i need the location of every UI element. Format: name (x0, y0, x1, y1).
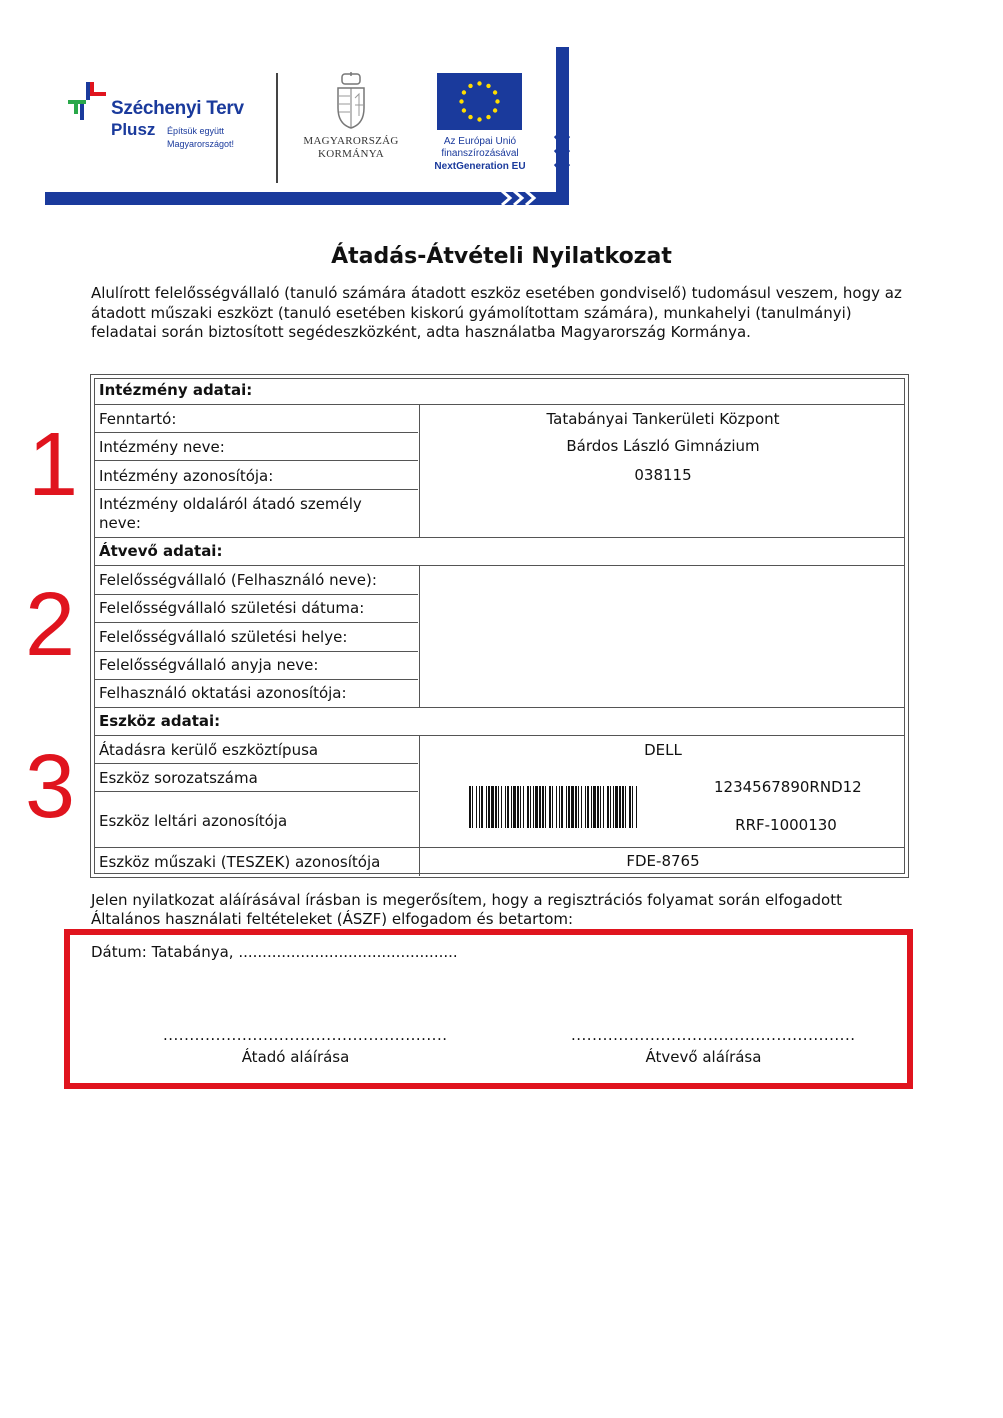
barcode-bar (552, 786, 553, 828)
barcode-bar (619, 786, 621, 828)
barcode-bar (507, 786, 509, 828)
government-logo-line1: MAGYARORSZÁG (303, 135, 399, 147)
intro-paragraph: Alulírott felelősségvállaló (tanuló számára átadott eszköz esetében gondviselő) tudomásul veszem, hogy az átadott műszaki eszközt (tanuló esetében kiskorú gyámolítottam számára), munkahelyi (tanulmányi) feladatai során biztosított segédeszközként, adta használatba Magyarország Kormánya. (91, 284, 902, 341)
table-rule (94, 622, 418, 623)
value-sorozatszam: 1234567890RND12 (714, 778, 862, 796)
szechenyi-logo-name-line2: Plusz (111, 120, 156, 139)
government-logo-line2: KORMÁNYA (318, 148, 384, 160)
barcode-bar (501, 786, 502, 828)
table-rule (94, 460, 418, 461)
value-intezmeny-azonosito: 038115 (634, 466, 692, 484)
barcode-bar (585, 786, 586, 828)
value-teszek-azonosito: FDE-8765 (626, 852, 700, 870)
table-rule (94, 791, 418, 792)
barcode-bar (625, 786, 626, 828)
label-oktatasi-azonosito: Felhasználó oktatási azonosítója: (99, 684, 347, 702)
signature-line-right: ...................................................... (571, 1026, 856, 1044)
barcode-bar (539, 786, 541, 828)
eu-star-icon (486, 84, 490, 88)
table-rule (94, 594, 418, 595)
column-divider (419, 404, 420, 537)
signature-label-handover: Átadó aláírása (241, 1048, 350, 1066)
table-rule (94, 735, 905, 736)
barcode-bar (517, 786, 519, 828)
label-intezmeny-azonosito: Intézmény azonosítója: (99, 467, 274, 485)
barcode-bar (488, 786, 490, 828)
value-leltari-azonosito: RRF-1000130 (735, 816, 837, 834)
signature-label-receiver: Átvevő aláírása (645, 1048, 762, 1066)
eu-star-icon (468, 115, 472, 119)
barcode-bar (600, 786, 601, 828)
eu-star-icon (493, 108, 497, 112)
eu-star-icon (462, 108, 466, 112)
barcode-bar (632, 786, 633, 828)
barcode-bar (481, 786, 483, 828)
barcode-bar (559, 786, 560, 828)
szechenyi-slogan-line1: Építsük együtt (167, 126, 225, 136)
eu-star-icon (459, 99, 463, 103)
barcode-bar (549, 786, 551, 828)
barcode-bar (533, 786, 534, 828)
logo-divider (276, 73, 278, 183)
barcode-bar (615, 786, 618, 828)
barcode-bar (513, 786, 516, 828)
label-sorozatszam: Eszköz sorozatszáma (99, 769, 258, 787)
barcode-bar (568, 786, 570, 828)
label-szuletesi-datum: Felelősségvállaló születési dátuma: (99, 599, 365, 617)
barcode-bar (505, 786, 506, 828)
section-heading-device: Eszköz adatai: (99, 712, 221, 730)
header-banner (0, 0, 1003, 215)
label-atado-szemely-line2: neve: (99, 514, 141, 532)
barcode-bar (607, 786, 609, 828)
value-intezmeny-neve: Bárdos László Gimnázium (566, 437, 760, 455)
barcode-bar (498, 786, 499, 828)
barcode-bar (469, 786, 471, 828)
barcode-bar (495, 786, 497, 828)
szechenyi-slogan-line2: Magyarországot! (167, 139, 235, 149)
table-rule (94, 763, 418, 764)
column-divider (419, 565, 420, 707)
eu-logo-line3: NextGeneration EU (434, 161, 526, 172)
table-rule (94, 847, 905, 848)
signature-line-left: ...................................................... (163, 1026, 448, 1044)
table-rule (94, 489, 418, 490)
eu-star-icon (493, 90, 497, 94)
szechenyi-logo-name-line1: Széchenyi Terv (111, 98, 244, 119)
eu-star-icon (477, 81, 481, 85)
barcode-bar (561, 786, 563, 828)
barcode-bar (581, 786, 582, 828)
barcode-bar (578, 786, 579, 828)
annotation-number-3: 3 (25, 737, 76, 837)
barcode-bar (566, 786, 567, 828)
szechenyi-cross-logo-icon (68, 82, 112, 122)
label-szuletesi-hely: Felelősségvállaló születési helye: (99, 628, 348, 646)
header-horizontal-bar (45, 192, 569, 205)
table-rule (94, 404, 905, 405)
barcode-bar (613, 786, 614, 828)
barcode-bar (603, 786, 604, 828)
barcode-bar (545, 786, 546, 828)
barcode-bar (597, 786, 599, 828)
table-rule (94, 651, 418, 652)
column-divider (419, 735, 420, 876)
barcode-bar (520, 786, 521, 828)
barcode-bar (636, 786, 637, 828)
label-anyja-neve: Felelősségvállaló anyja neve: (99, 656, 319, 674)
table-rule (94, 565, 905, 566)
form-table (90, 374, 909, 878)
confirmation-paragraph: Jelen nyilatkozat aláírásával írásban is megerősítem, hogy a regisztrációs folyamat során elfogadott Általános használati feltételeket (ÁSZF) elfogadom és betartom: (91, 891, 842, 928)
barcode-bar (575, 786, 577, 828)
label-intezmeny-neve: Intézmény neve: (99, 438, 225, 456)
table-rule (94, 537, 905, 538)
barcode-bar (472, 786, 473, 828)
value-fenntarto: Tatabányai Tankerületi Központ (546, 410, 780, 428)
eu-star-icon (468, 84, 472, 88)
hungarian-coat-of-arms-icon (334, 72, 368, 130)
eu-star-icon (486, 115, 490, 119)
table-rule (94, 432, 418, 433)
barcode-bar (571, 786, 574, 828)
barcode-bar (610, 786, 611, 828)
barcode-bar (556, 786, 557, 828)
barcode-bar (479, 786, 480, 828)
barcode-bar (523, 786, 524, 828)
annotation-number-2: 2 (25, 575, 76, 675)
eu-star-icon (495, 99, 499, 103)
chevron-right-icon (500, 188, 550, 208)
barcode-bar (511, 786, 512, 828)
annotation-number-1: 1 (28, 415, 79, 515)
barcode-bar (622, 786, 624, 828)
barcode-bar (527, 786, 529, 828)
barcode-bar (476, 786, 477, 828)
barcode-bar (591, 786, 592, 828)
barcode-bar (535, 786, 538, 828)
document-title: Átadás-Átvételi Nyilatkozat (331, 244, 672, 269)
label-felhasznalo-neve: Felelősségvállaló (Felhasználó neve): (99, 571, 377, 589)
eu-star-icon (477, 117, 481, 121)
barcode-bar (530, 786, 531, 828)
eu-flag-icon (437, 73, 522, 130)
label-eszkoztipus: Átadásra kerülő eszköztípusa (99, 741, 319, 759)
section-heading-institution: Intézmény adatai: (99, 381, 253, 399)
section-heading-receiver: Átvevő adatai: (99, 542, 223, 560)
barcode-bar (491, 786, 494, 828)
barcode-bar (587, 786, 589, 828)
table-rule (94, 679, 418, 680)
barcode-bar (486, 786, 487, 828)
date-line: Dátum: Tatabánya, .............................................. (91, 943, 458, 961)
label-atado-szemely-line1: Intézmény oldaláról átadó személy (99, 495, 362, 513)
eu-star-icon (462, 90, 466, 94)
label-leltari-azonosito: Eszköz leltári azonosítója (99, 812, 288, 830)
label-teszek-azonosito: Eszköz műszaki (TESZEK) azonosítója (99, 853, 381, 871)
chevron-down-icon (552, 130, 572, 190)
label-fenntarto: Fenntartó: (99, 410, 177, 428)
barcode-bar (629, 786, 631, 828)
table-rule (94, 707, 905, 708)
value-eszkoztipus: DELL (644, 741, 682, 759)
eu-logo-line2: finanszírozásával (441, 148, 519, 159)
barcode-icon (469, 786, 641, 828)
eu-logo-line1: Az Európai Unió (443, 136, 517, 147)
barcode-bar (542, 786, 544, 828)
barcode-bar (593, 786, 596, 828)
